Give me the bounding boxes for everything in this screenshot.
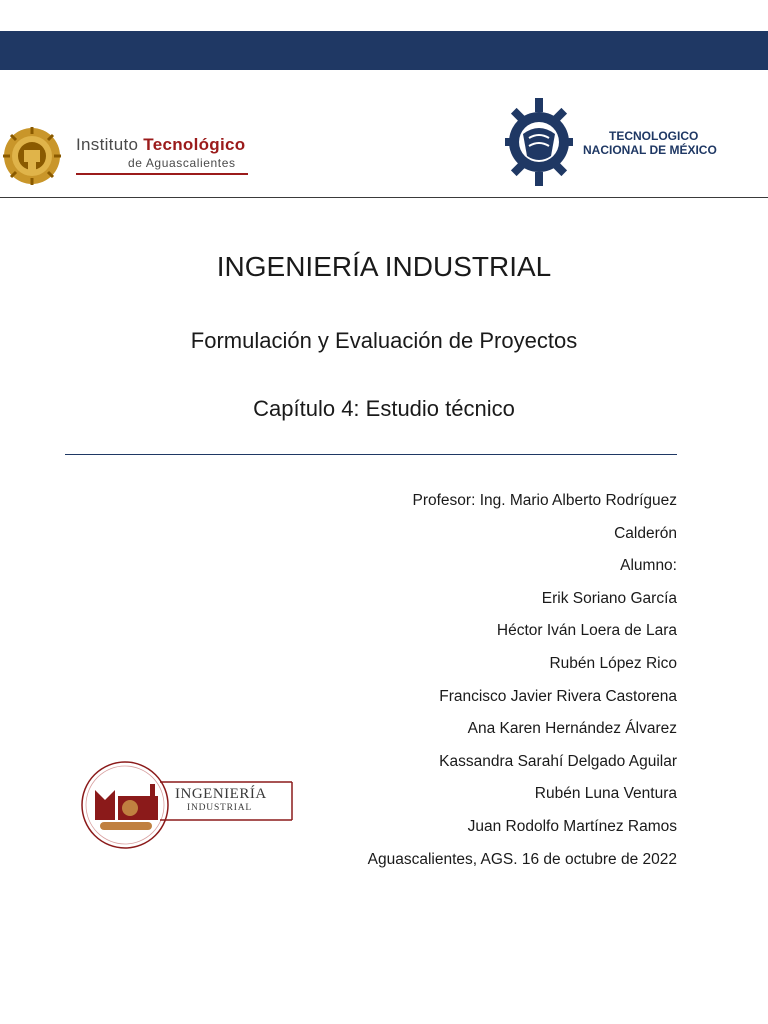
credit-line: Profesor: Ing. Mario Alberto Rodríguez — [412, 492, 677, 509]
ita-logo-text — [76, 135, 256, 175]
page-title: INGENIERÍA INDUSTRIAL — [216, 251, 552, 282]
ii-logo-name: INGENIERÍA — [175, 786, 267, 802]
tnm-gear-icon — [503, 96, 575, 188]
credit-line: Calderón — [614, 524, 677, 542]
credit-line: Aguascalientes, AGS. 16 de octubre de 2022 — [367, 850, 677, 868]
credit-line: Rubén Luna Ventura — [534, 785, 677, 803]
credit-line: Alumno: — [620, 557, 677, 575]
tnm-line1: TECNOLOGICO — [609, 129, 699, 143]
credits-block — [277, 490, 677, 881]
ita-location: de Aguascalientes — [128, 156, 236, 170]
chapter-title: Capítulo 4: Estudio técnico — [253, 396, 515, 421]
credit-line: Kassandra Sarahí Delgado Aguilar — [439, 752, 677, 770]
credit-line: Rubén López Rico — [549, 654, 677, 672]
credit-line: Juan Rodolfo Martínez Ramos — [467, 817, 677, 835]
ita-underline — [76, 173, 248, 175]
title-divider — [65, 454, 677, 455]
ita-seal-icon — [2, 126, 62, 186]
tnm-logo-text — [583, 129, 717, 157]
header-divider — [0, 197, 768, 198]
credit-line: Erik Soriano García — [541, 589, 677, 607]
credit-line: Héctor Iván Loera de Lara — [496, 622, 677, 640]
subject-title: Formulación y Evaluación de Proyectos — [190, 328, 578, 353]
ita-name-b: Tecnológico — [143, 135, 246, 154]
top-header-bar — [0, 31, 768, 70]
ii-logo-sub: INDUSTRIAL — [187, 803, 252, 813]
tnm-line2: NACIONAL DE MÉXICO — [583, 143, 717, 157]
credit-line: Francisco Javier Rivera Castorena — [439, 687, 677, 705]
ita-name-a: Instituto — [76, 135, 144, 154]
credit-line: Ana Karen Hernández Álvarez — [467, 720, 677, 738]
